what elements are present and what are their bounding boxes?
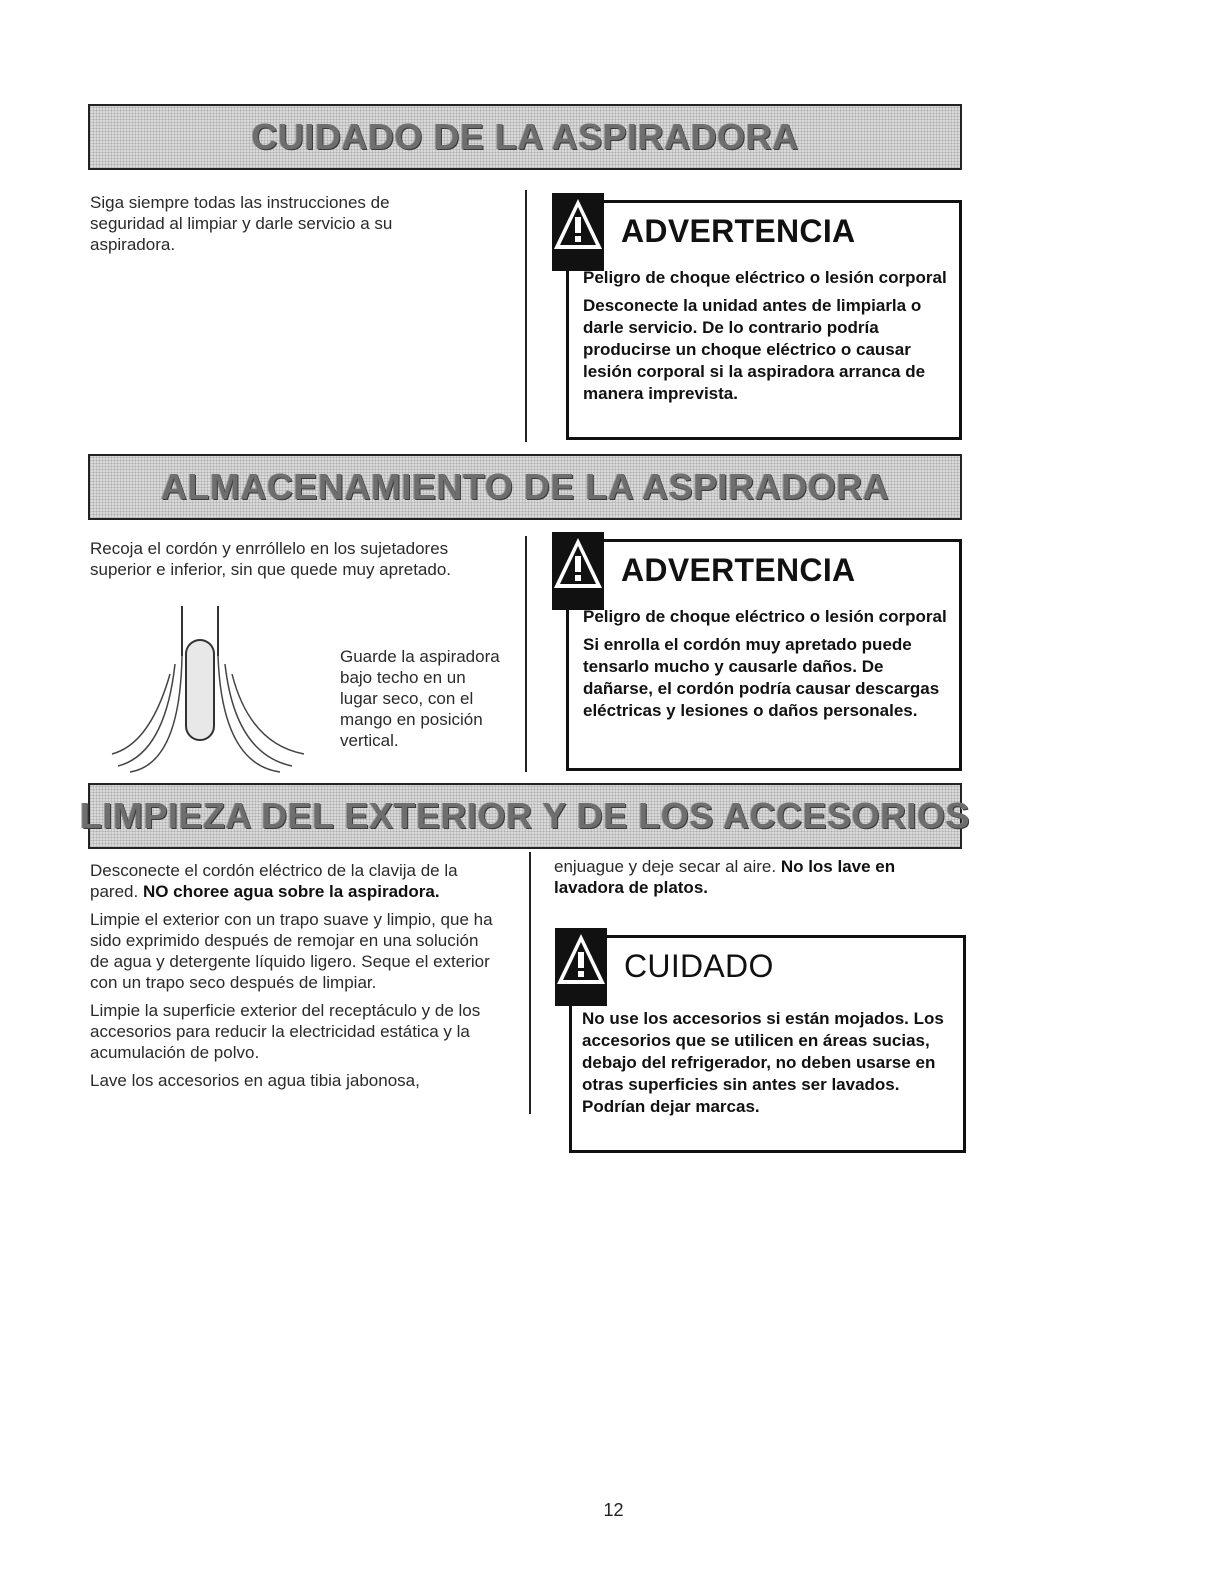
banner-care xyxy=(88,104,962,170)
page-number: 12 xyxy=(603,1500,624,1520)
cord-storage-illustration xyxy=(110,604,310,774)
warning-subtitle: Peligro de choque eléctrico o lesión corporal xyxy=(583,268,947,287)
warning-text-storage xyxy=(583,606,953,728)
warning-heading-storage: ADVERTENCIA xyxy=(621,552,856,588)
cleaning-col2-plain: enjuague y deje secar al aire. xyxy=(554,857,781,876)
caution-body: No use los accesorios si están mojados. Los accesorios que se utilicen en áreas sucias, debajo del refrigerador, no deben usarse en otras superficies sin antes ser lavados. Podrían dejar marcas. xyxy=(582,1009,944,1116)
warning-body: Desconecte la unidad antes de limpiarla o darle servicio. De lo contrario podría producirse un choque eléctrico o causar lesión corporal si la aspiradora arranca de manera imprevista. xyxy=(583,296,926,403)
cleaning-paragraph-2: Limpie el exterior con un trapo suave y limpio, que ha sido exprimido después de remojar en una solución de agua y detergente líquido ligero. Seque el exterior con un trapo seco después de limpiar. xyxy=(90,910,493,992)
warning-box-storage xyxy=(566,539,962,771)
column-divider xyxy=(525,190,527,442)
column-divider-storage xyxy=(525,536,527,772)
warning-text-care xyxy=(583,267,953,411)
banner-storage xyxy=(88,454,962,520)
cleaning-paragraph-1 xyxy=(90,860,500,902)
warning-heading: ADVERTENCIA xyxy=(621,213,856,249)
section-title-care: CUIDADO DE LA ASPIRADORA xyxy=(251,116,799,157)
care-intro: Siga siempre todas las instrucciones de seguridad al limpiar y darle servicio a su aspiradora. xyxy=(90,193,393,254)
cleaning-p1-bold: NO choree agua sobre la aspiradora. xyxy=(142,882,440,901)
storage-intro: Recoja el cordón y enrróllelo en los sujetadores superior e inferior, sin que quede muy apretado. xyxy=(90,539,452,579)
caution-box xyxy=(569,935,966,1153)
cleaning-col2-bold: No los lave en lavadora de platos. xyxy=(554,857,896,897)
section-title-storage: ALMACENAMIENTO DE LA ASPIRADORA xyxy=(160,466,890,507)
storage-caption: Guarde la aspiradora bajo techo en un lugar seco, con el mango en posición vertical. xyxy=(340,647,500,750)
cleaning-paragraph-3: Limpie la superficie exterior del receptáculo y de los accesorios para reducir la electricidad estática y la acumulación de polvo. xyxy=(90,1001,481,1062)
cleaning-paragraph-4: Lave los accesorios en agua tibia jabonosa, xyxy=(90,1071,420,1090)
section-title-cleaning: LIMPIEZA DEL EXTERIOR Y DE LOS ACCESORIOS xyxy=(80,795,970,836)
cleaning-column-right xyxy=(554,856,954,898)
banner-cleaning xyxy=(80,783,970,849)
warning-subtitle-storage: Peligro de choque eléctrico o lesión corporal xyxy=(583,607,947,626)
caution-heading: CUIDADO xyxy=(624,948,774,984)
cleaning-column-left xyxy=(90,860,500,1098)
column-divider-cleaning xyxy=(529,852,531,1114)
caution-triangle-icon xyxy=(555,928,607,1006)
warning-triangle-icon xyxy=(552,193,604,271)
warning-box-care xyxy=(566,200,962,440)
warning-triangle-icon-storage xyxy=(552,532,604,610)
cleaning-p1-plain: Desconecte el cordón eléctrico de la clavija de la pared. xyxy=(90,861,458,901)
caution-text xyxy=(582,1008,958,1124)
warning-body-storage: Si enrolla el cordón muy apretado puede tensarlo mucho y causarle daños. De dañarse, el cordón podría causar descargas eléctricas y lesiones o daños personales. xyxy=(583,635,940,720)
